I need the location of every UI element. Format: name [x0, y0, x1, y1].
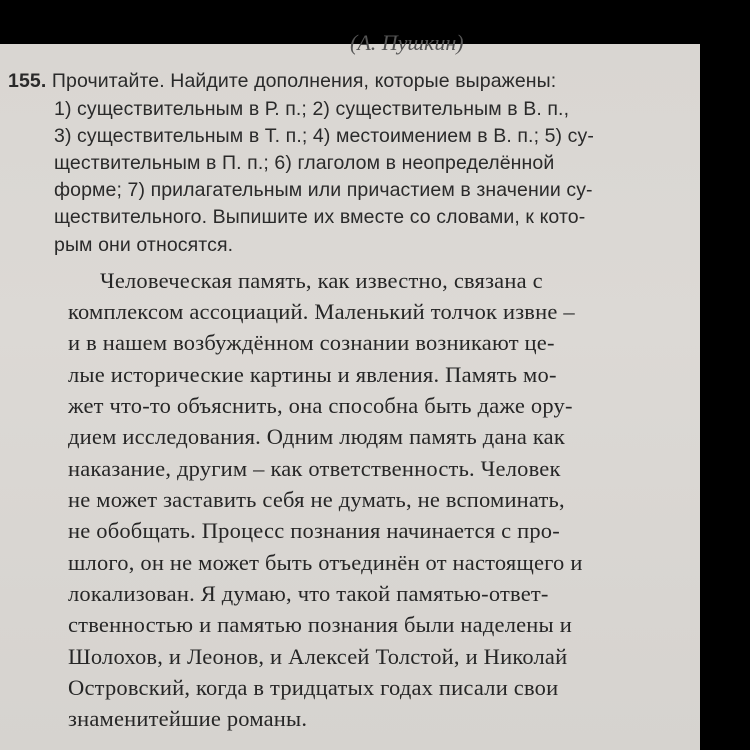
cut-off-author-attribution: (А. Пушкин) — [350, 30, 464, 55]
text-line: не обобщать. Процесс познания начинается с про- — [68, 518, 560, 543]
text-line: и в нашем возбуждённом сознании возникают це- — [68, 330, 555, 355]
text-line: не может заставить себя не думать, не вспоминать, — [68, 487, 565, 512]
exercise-line: 155. Прочитайте. Найдите дополнения, которые выражены: — [8, 70, 557, 92]
exercise-line: форме; 7) прилагательным или причастием в значении су- — [54, 179, 593, 201]
text-line: дием исследования. Одним людям память дана как — [68, 424, 565, 449]
text-line: Шолохов, и Леонов, и Алексей Толстой, и Николай — [68, 644, 568, 669]
text-line: Островский, когда в тридцатых годах писали свои — [68, 675, 559, 700]
exercise-line: рым они относятся. — [54, 234, 234, 256]
text-line: шлого, он не может быть отъединён от настоящего и — [68, 550, 583, 575]
exercise-number: 155. — [8, 70, 47, 92]
text-line: комплексом ассоциаций. Маленький толчок извне – — [68, 299, 575, 324]
text-line: ственностью и памятью познания были наделены и — [68, 612, 572, 637]
text-line: жет что-то объяснить, она способна быть даже ору- — [68, 393, 573, 418]
exercise-line: 1) существительным в Р. п.; 2) существительным в В. п., — [54, 98, 570, 120]
text-line: Человеческая память, как известно, связана с — [100, 268, 543, 293]
book-page — [0, 30, 700, 750]
exercise-line: ществительным в П. п.; 6) глаголом в неопределённой — [54, 152, 555, 174]
exercise-line: 3) существительным в Т. п.; 4) местоимением в В. п.; 5) су- — [54, 125, 594, 147]
text-line: наказание, другим – как ответственность. Человек — [68, 456, 561, 481]
exercise-line: ществительного. Выпишите их вместе со словами, к кото- — [54, 206, 586, 228]
text-line: знаменитейшие романы. — [68, 706, 308, 731]
text-line: лые исторические картины и явления. Память мо- — [68, 362, 557, 387]
text-line: локализован. Я думаю, что такой памятью-ответ- — [68, 581, 549, 606]
